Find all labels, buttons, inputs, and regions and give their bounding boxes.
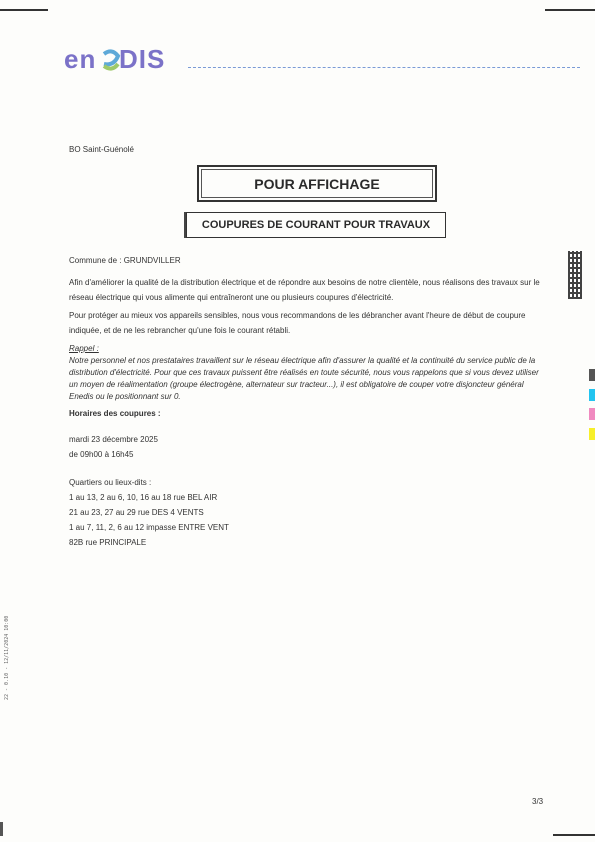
list-item: 21 au 23, 27 au 29 rue DES 4 VENTS: [69, 508, 204, 517]
list-item: 1 au 7, 11, 2, 6 au 12 impasse ENTRE VENT: [69, 523, 229, 532]
side-reference-code: 22 - 0.10 - 12/11/2024 10:00: [4, 615, 10, 700]
qr-code: [568, 251, 582, 299]
header-rule: [188, 67, 580, 69]
protection-paragraph: Pour protéger au mieux vos appareils sensibles, nous vous recommandons de les débrancher avant l'heure de début de coupure indiquée, et de ne les rebrancher qu'une fois le courant rétabli.: [69, 311, 526, 335]
coupures-title: COUPURES DE COURANT POUR TRAVAUX: [186, 212, 446, 238]
rappel-title: Rappel :: [69, 344, 99, 353]
scan-edge-mark: [0, 822, 3, 836]
list-item: 82B rue PRINCIPALE: [69, 538, 147, 547]
svg-text:DIS: DIS: [119, 46, 166, 74]
scan-edge-mark: [545, 9, 595, 11]
quartiers-title: Quartiers ou lieux-dits :: [69, 478, 152, 487]
rappel-text: Notre personnel et nos prestataires travaillent sur le réseau électrique afin d'assurer la qualité et la continuité du service public de la distribution d'électricité. Pour que ces travaux puissent être réalisés en toute sécurité, nous vous rappelons que si vous devez utiliser un moyen de réalimentation (groupe électrogène, alternateur sur tracteur...), il est obligatoire de couper votre disjoncteur général Enedis ou le positionnant sur 0.: [69, 356, 539, 401]
color-calibration-swatch: [589, 428, 595, 440]
color-calibration-swatch: [589, 369, 595, 381]
sender-label: BO Saint-Guénolé: [69, 145, 134, 154]
intro-paragraph: Afin d'améliorer la qualité de la distribution électrique et de répondre aux besoins de notre clientèle, nous réalisons des travaux sur le réseau électrique qui vous alimente qui entraîneront une ou plusieurs coupures d'électricité.: [69, 278, 540, 302]
rappel-block: [69, 343, 544, 403]
scan-edge-mark: [553, 834, 595, 836]
commune-line: Commune de : GRUNDVILLER: [69, 256, 181, 265]
outage-date: mardi 23 décembre 2025: [69, 435, 158, 444]
svg-text:en: en: [64, 46, 97, 74]
list-item: 1 au 13, 2 au 6, 10, 16 au 18 rue BEL AIR: [69, 493, 218, 502]
color-calibration-swatch: [589, 408, 595, 420]
page-number: 3/3: [532, 797, 544, 806]
quartiers-list: [69, 490, 229, 550]
enedis-logo: [64, 46, 176, 74]
outage-hours: de 09h00 à 16h45: [69, 450, 134, 459]
pour-affichage-title: POUR AFFICHAGE: [197, 165, 437, 202]
scan-edge-mark: [0, 9, 48, 11]
color-calibration-swatch: [589, 389, 595, 401]
horaires-title: Horaires des coupures :: [69, 409, 161, 418]
